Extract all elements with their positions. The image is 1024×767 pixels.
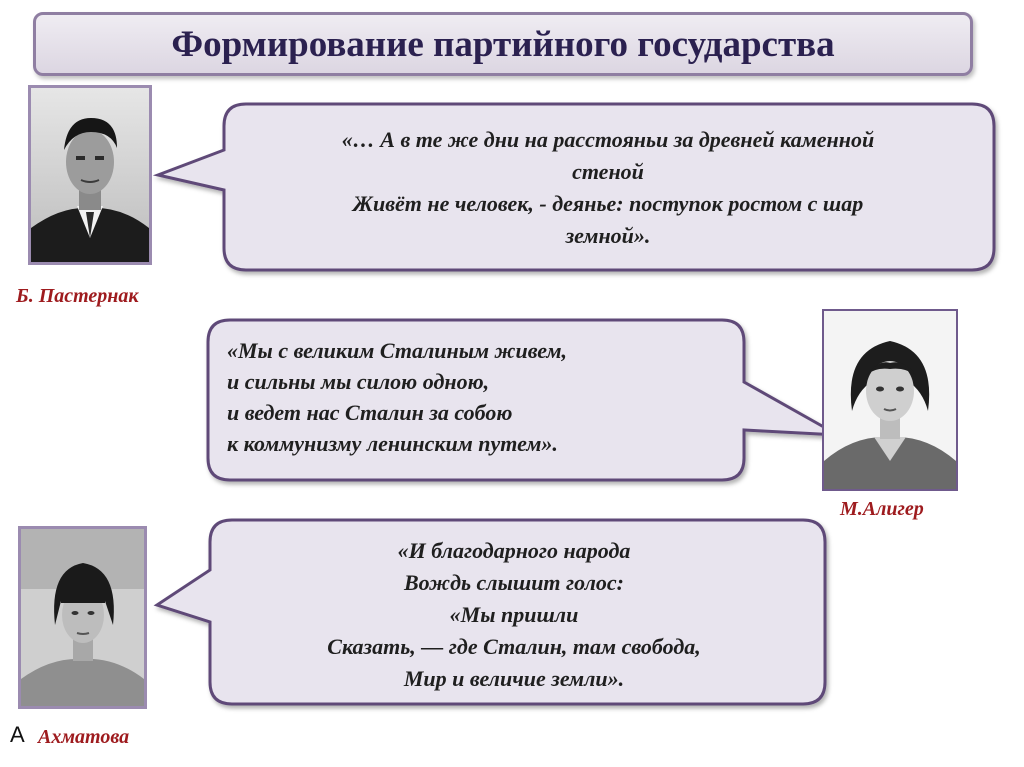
quote-line: «Мы с великим Сталиным живем, xyxy=(227,338,568,363)
quote-line: Живёт не человек, - деянье: поступок ростом с шар xyxy=(352,191,864,216)
quote-line: Сказать, — где Сталин, там свобода, xyxy=(327,634,701,659)
quote-line: «… А в те же дни на расстояньи за древней каменной xyxy=(341,127,875,152)
portrait-akhmatova xyxy=(18,526,147,709)
page-title: Формирование партийного государства xyxy=(171,23,835,65)
quote-line: «Мы пришли xyxy=(449,602,579,627)
quote-akhmatova xyxy=(214,535,814,695)
portrait-pasternak xyxy=(28,85,152,265)
caption-aliger: М.Алигер xyxy=(840,498,924,520)
quote-line: стеной xyxy=(572,159,644,184)
quote-pasternak xyxy=(228,124,988,252)
quote-line: и сильны мы силою одною, xyxy=(227,369,490,394)
quote-line: «И благодарного народа xyxy=(397,538,631,563)
quote-line: Вождь слышит голос: xyxy=(404,570,624,595)
portrait-aliger xyxy=(822,309,958,491)
quote-line: к коммунизму ленинским путем». xyxy=(227,431,558,456)
quote-line: земной». xyxy=(565,223,651,248)
caption-pasternak: Б. Пастернак xyxy=(16,285,139,307)
quote-line: и ведет нас Сталин за собою xyxy=(227,400,513,425)
quote-line: Мир и величие земли». xyxy=(403,666,625,691)
caption-akhmatova: Ахматова xyxy=(38,726,130,748)
caption-akhmatova-initial: А xyxy=(10,722,25,747)
quote-aliger xyxy=(227,335,737,459)
